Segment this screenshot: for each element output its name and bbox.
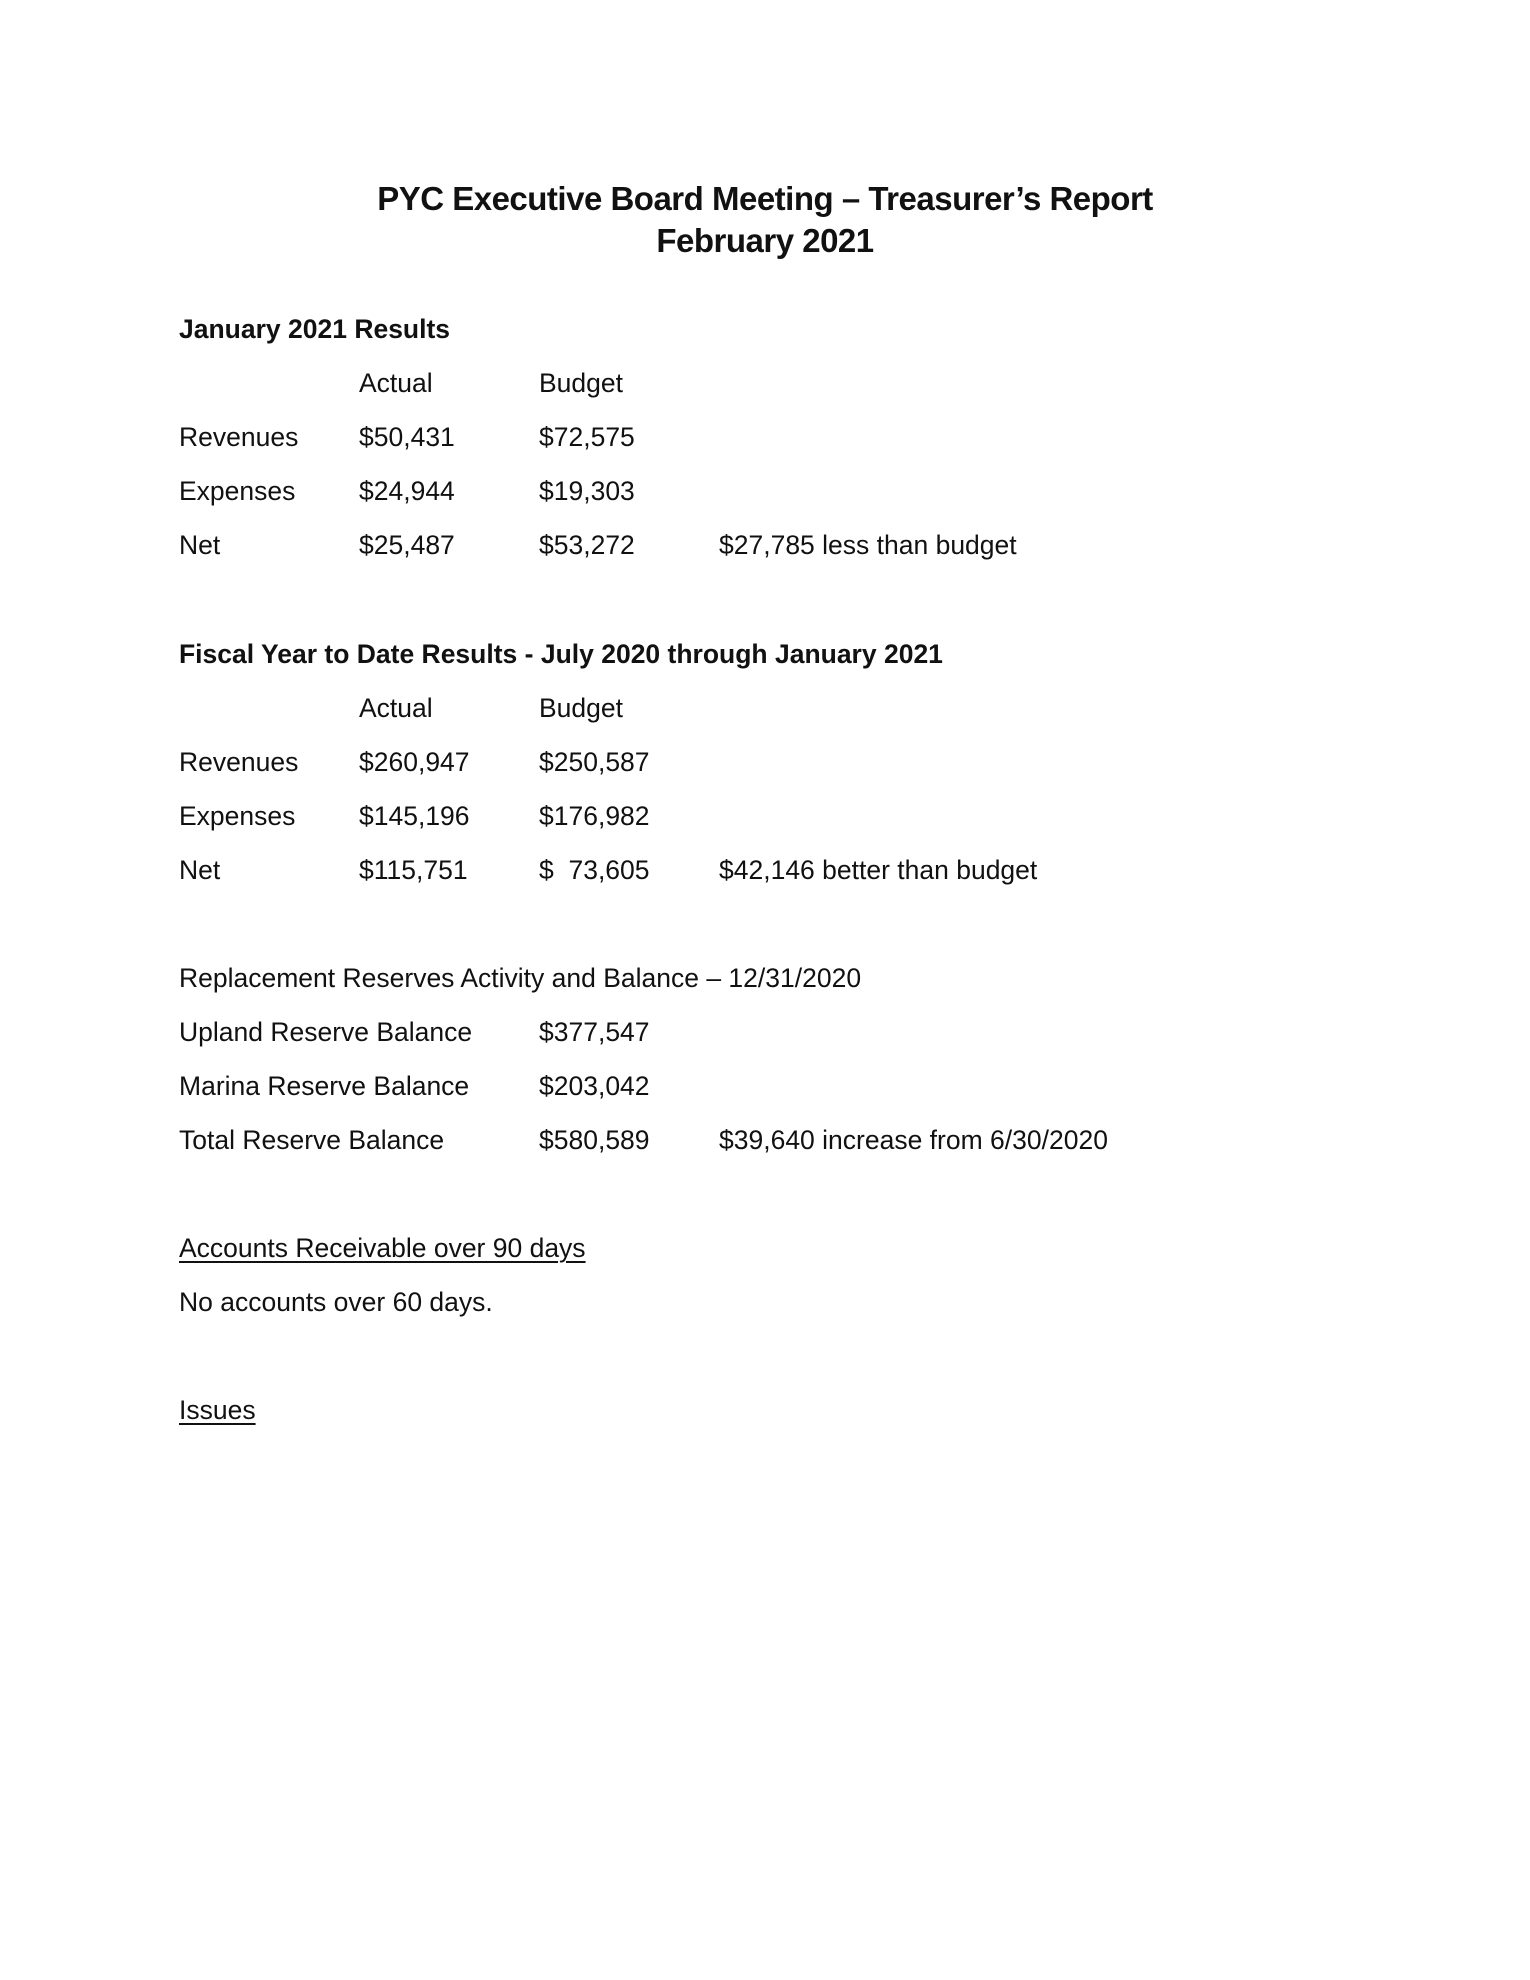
fytd-revenues-budget: $250,587 [539, 747, 650, 777]
title-line-1: PYC Executive Board Meeting – Treasurer’s Report [377, 180, 1153, 217]
fytd-col-budget: Budget [539, 693, 623, 723]
fytd-heading: Fiscal Year to Date Results - July 2020 through January 2021 [179, 639, 943, 669]
fytd-net-actual: $115,751 [359, 855, 468, 885]
fytd-net-note: $42,146 better than budget [719, 855, 1038, 885]
fytd-revenues-label: Revenues [179, 747, 299, 777]
january-revenues-budget: $72,575 [539, 422, 635, 452]
reserves-upland-value: $377,547 [539, 1017, 650, 1047]
january-expenses-label: Expenses [179, 476, 296, 506]
january-net-note: $27,785 less than budget [719, 530, 1017, 560]
reserves-marina-label: Marina Reserve Balance [179, 1071, 470, 1101]
january-net-actual: $25,487 [359, 530, 455, 560]
fytd-expenses-budget: $176,982 [539, 801, 650, 831]
fytd-revenues-actual: $260,947 [359, 747, 470, 777]
january-revenues-label: Revenues [179, 422, 299, 452]
fytd-expenses-actual: $145,196 [359, 801, 470, 831]
fytd-net-label: Net [179, 855, 221, 885]
january-expenses-actual: $24,944 [359, 476, 455, 506]
reserves-marina-value: $203,042 [539, 1071, 650, 1101]
january-expenses-budget: $19,303 [539, 476, 635, 506]
january-col-actual: Actual [359, 368, 433, 398]
january-col-budget: Budget [539, 368, 623, 398]
report-title [0, 178, 1530, 262]
reserves-total-note: $39,640 increase from 6/30/2020 [719, 1125, 1108, 1155]
reserves-upland-label: Upland Reserve Balance [179, 1017, 473, 1047]
january-heading: January 2021 Results [179, 314, 451, 344]
january-revenues-actual: $50,431 [359, 422, 455, 452]
fytd-expenses-label: Expenses [179, 801, 296, 831]
receivables-text: No accounts over 60 days. [179, 1287, 493, 1317]
january-net-budget: $53,272 [539, 530, 635, 560]
receivables-heading: Accounts Receivable over 90 days [179, 1233, 586, 1263]
reserves-total-label: Total Reserve Balance [179, 1125, 445, 1155]
issues-heading: Issues [179, 1395, 256, 1425]
title-line-2: February 2021 [656, 222, 874, 259]
january-net-label: Net [179, 530, 221, 560]
fytd-net-budget: $ 73,605 [539, 855, 650, 885]
fytd-col-actual: Actual [359, 693, 433, 723]
reserves-total-value: $580,589 [539, 1125, 650, 1155]
reserves-heading: Replacement Reserves Activity and Balance – 12/31/2020 [179, 963, 862, 993]
